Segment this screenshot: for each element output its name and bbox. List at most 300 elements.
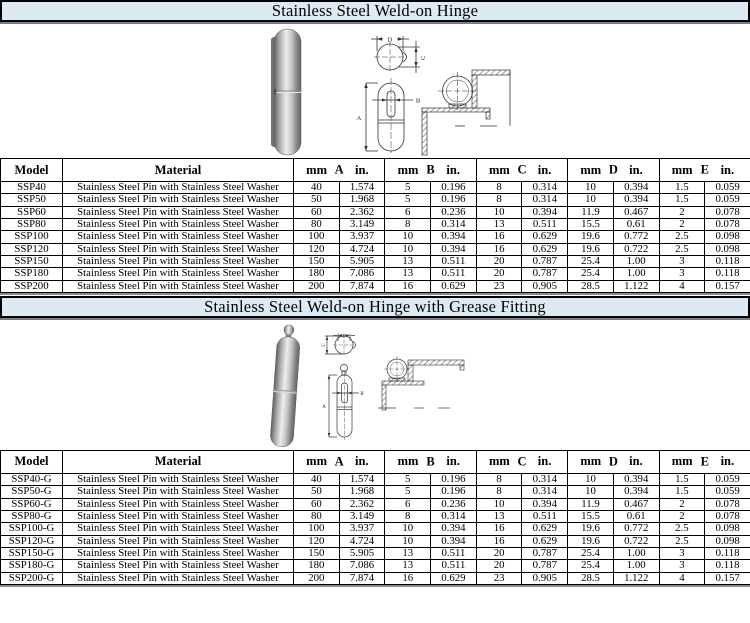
value-cell: 0.059 bbox=[705, 473, 750, 485]
model-cell: SSP60-G bbox=[1, 498, 63, 510]
value-cell: 0.905 bbox=[522, 572, 568, 584]
model-cell: SSP50 bbox=[1, 194, 63, 206]
spec-row bbox=[1, 218, 750, 230]
frame-wall bbox=[382, 385, 386, 410]
value-cell: 16 bbox=[476, 523, 522, 535]
value-cell: 10 bbox=[385, 535, 431, 547]
dim-label-d: D bbox=[387, 36, 393, 44]
value-cell: 0.196 bbox=[431, 182, 477, 194]
value-cell: 0.098 bbox=[705, 231, 750, 243]
section2-title-bar bbox=[0, 296, 750, 318]
value-cell: 0.629 bbox=[522, 523, 568, 535]
value-cell: 2.5 bbox=[659, 535, 705, 547]
value-cell: 8 bbox=[476, 182, 522, 194]
value-cell: 25.4 bbox=[568, 547, 614, 559]
spec-row bbox=[1, 498, 750, 510]
material-cell: Stainless Steel Pin with Stainless Steel Washer bbox=[63, 206, 294, 218]
value-cell: 60 bbox=[294, 498, 340, 510]
model-cell: SSP150-G bbox=[1, 547, 63, 559]
door-panel-top bbox=[408, 360, 464, 365]
value-cell: 13 bbox=[385, 547, 431, 559]
spec-row bbox=[1, 473, 750, 485]
value-cell: 5 bbox=[385, 194, 431, 206]
value-cell: 10 bbox=[385, 523, 431, 535]
value-cell: 0.394 bbox=[522, 498, 568, 510]
value-cell: 0.196 bbox=[431, 194, 477, 206]
value-cell: 16 bbox=[476, 231, 522, 243]
value-cell: 0.059 bbox=[705, 486, 750, 498]
value-cell: 19.6 bbox=[568, 243, 614, 255]
unit-in: in. bbox=[537, 162, 552, 177]
material-cell: Stainless Steel Pin with Stainless Steel Washer bbox=[63, 510, 294, 522]
value-cell: 2 bbox=[659, 498, 705, 510]
value-cell: 16 bbox=[385, 280, 431, 292]
value-cell: 1.5 bbox=[659, 473, 705, 485]
dimension-drawing bbox=[352, 31, 428, 153]
dim-label-d: D bbox=[342, 334, 346, 340]
spec-table-weld-on-hinge-grease bbox=[0, 450, 750, 585]
hinge-washer bbox=[449, 104, 466, 108]
material-cell: Stainless Steel Pin with Stainless Steel Washer bbox=[63, 218, 294, 230]
dim-letter-e: E bbox=[700, 162, 709, 177]
panel-lip bbox=[460, 365, 464, 370]
section1-title: Stainless Steel Weld-on Hinge bbox=[271, 1, 479, 20]
value-cell: 0.394 bbox=[431, 231, 477, 243]
model-cell: SSP40 bbox=[1, 182, 63, 194]
value-cell: 0.61 bbox=[613, 218, 659, 230]
value-cell: 2 bbox=[659, 206, 705, 218]
value-cell: 1.968 bbox=[339, 486, 385, 498]
value-cell: 6 bbox=[385, 206, 431, 218]
value-cell: 13 bbox=[476, 218, 522, 230]
value-cell: 3 bbox=[659, 268, 705, 280]
value-cell: 0.314 bbox=[522, 182, 568, 194]
unit-mm: mm bbox=[397, 162, 419, 177]
table-header-row bbox=[1, 450, 750, 473]
value-cell: 1.00 bbox=[613, 560, 659, 572]
model-cell: SSP200-G bbox=[1, 572, 63, 584]
value-cell: 2.5 bbox=[659, 523, 705, 535]
material-cell: Stainless Steel Pin with Stainless Steel Washer bbox=[63, 280, 294, 292]
value-cell: 16 bbox=[385, 572, 431, 584]
value-cell: 0.236 bbox=[431, 498, 477, 510]
value-cell: 25.4 bbox=[568, 560, 614, 572]
material-cell: Stainless Steel Pin with Stainless Steel Washer bbox=[63, 486, 294, 498]
value-cell: 0.511 bbox=[431, 255, 477, 267]
dim-letter-b: B bbox=[426, 454, 435, 469]
value-cell: 0.196 bbox=[431, 473, 477, 485]
value-cell: 0.314 bbox=[522, 194, 568, 206]
section1-title-bar bbox=[0, 0, 750, 22]
unit-mm: mm bbox=[488, 162, 510, 177]
value-cell: 5.905 bbox=[339, 547, 385, 559]
table-header-row bbox=[1, 159, 750, 182]
material-cell: Stainless Steel Pin with Stainless Steel Washer bbox=[63, 523, 294, 535]
material-cell: Stainless Steel Pin with Stainless Steel Washer bbox=[63, 547, 294, 559]
value-cell: 10 bbox=[568, 194, 614, 206]
spec-table-body bbox=[1, 473, 750, 584]
value-cell: 3.937 bbox=[339, 231, 385, 243]
hinge-photo bbox=[271, 28, 302, 156]
unit-in: in. bbox=[537, 454, 552, 469]
value-cell: 0.787 bbox=[522, 560, 568, 572]
value-cell: 40 bbox=[294, 182, 340, 194]
col-model: Model bbox=[1, 159, 63, 182]
value-cell: 0.629 bbox=[431, 572, 477, 584]
model-cell: SSP120-G bbox=[1, 535, 63, 547]
value-cell: 5 bbox=[385, 473, 431, 485]
value-cell: 120 bbox=[294, 535, 340, 547]
model-cell: SSP60 bbox=[1, 206, 63, 218]
col-dim-c bbox=[476, 450, 567, 473]
unit-mm: mm bbox=[671, 162, 693, 177]
unit-in: in. bbox=[355, 454, 369, 469]
spec-row bbox=[1, 523, 750, 535]
value-cell: 25.4 bbox=[568, 268, 614, 280]
value-cell: 8 bbox=[385, 510, 431, 522]
col-dim-a bbox=[294, 159, 385, 182]
value-cell: 6 bbox=[385, 498, 431, 510]
value-cell: 0.772 bbox=[613, 231, 659, 243]
dim-letter-b: B bbox=[426, 162, 435, 177]
value-cell: 10 bbox=[568, 486, 614, 498]
value-cell: 1.122 bbox=[613, 280, 659, 292]
value-cell: 5 bbox=[385, 182, 431, 194]
model-cell: SSP50-G bbox=[1, 486, 63, 498]
value-cell: 1.00 bbox=[613, 255, 659, 267]
spec-table-weld-on-hinge bbox=[0, 158, 750, 293]
dimension-drawing-grease bbox=[320, 332, 366, 442]
value-cell: 19.6 bbox=[568, 535, 614, 547]
value-cell: 0.157 bbox=[705, 572, 750, 584]
value-cell: 11.9 bbox=[568, 206, 614, 218]
model-cell: SSP100 bbox=[1, 231, 63, 243]
value-cell: 16 bbox=[476, 535, 522, 547]
unit-mm: mm bbox=[580, 162, 602, 177]
value-cell: 1.5 bbox=[659, 182, 705, 194]
value-cell: 19.6 bbox=[568, 523, 614, 535]
col-dim-a bbox=[294, 450, 385, 473]
col-dim-c bbox=[476, 159, 567, 182]
value-cell: 0.629 bbox=[522, 231, 568, 243]
value-cell: 4.724 bbox=[339, 243, 385, 255]
value-cell: 40 bbox=[294, 473, 340, 485]
col-material: Material bbox=[63, 450, 294, 473]
value-cell: 0.059 bbox=[705, 194, 750, 206]
material-cell: Stainless Steel Pin with Stainless Steel Washer bbox=[63, 231, 294, 243]
value-cell: 5.905 bbox=[339, 255, 385, 267]
value-cell: 2 bbox=[659, 218, 705, 230]
spec-row bbox=[1, 206, 750, 218]
value-cell: 0.314 bbox=[522, 486, 568, 498]
unit-in: in. bbox=[629, 162, 643, 177]
value-cell: 1.122 bbox=[613, 572, 659, 584]
model-cell: SSP120 bbox=[1, 243, 63, 255]
col-dim-e bbox=[659, 159, 750, 182]
dim-letter-c: C bbox=[517, 162, 527, 177]
dim-letter-d: D bbox=[608, 162, 618, 177]
dim-letter-a: A bbox=[334, 162, 344, 177]
material-cell: Stainless Steel Pin with Stainless Steel Washer bbox=[63, 182, 294, 194]
unit-mm: mm bbox=[671, 454, 693, 469]
door-panel-return bbox=[408, 365, 413, 381]
value-cell: 7.874 bbox=[339, 280, 385, 292]
spec-row bbox=[1, 280, 750, 292]
value-cell: 0.467 bbox=[613, 498, 659, 510]
value-cell: 2.362 bbox=[339, 206, 385, 218]
value-cell: 180 bbox=[294, 268, 340, 280]
spec-row bbox=[1, 535, 750, 547]
spec-row bbox=[1, 268, 750, 280]
value-cell: 0.629 bbox=[522, 535, 568, 547]
value-cell: 1.5 bbox=[659, 194, 705, 206]
dim-label-c: C bbox=[322, 343, 327, 347]
value-cell: 0.511 bbox=[431, 268, 477, 280]
value-cell: 2.362 bbox=[339, 498, 385, 510]
value-cell: 0.157 bbox=[705, 280, 750, 292]
dim-letter-d: D bbox=[608, 454, 618, 469]
value-cell: 0.61 bbox=[613, 510, 659, 522]
col-model: Model bbox=[1, 450, 63, 473]
value-cell: 20 bbox=[476, 547, 522, 559]
value-cell: 0.511 bbox=[522, 218, 568, 230]
value-cell: 0.118 bbox=[705, 547, 750, 559]
col-dim-d bbox=[568, 159, 659, 182]
value-cell: 1.574 bbox=[339, 473, 385, 485]
value-cell: 0.098 bbox=[705, 523, 750, 535]
value-cell: 28.5 bbox=[568, 280, 614, 292]
value-cell: 15.5 bbox=[568, 218, 614, 230]
model-cell: SSP200 bbox=[1, 280, 63, 292]
material-cell: Stainless Steel Pin with Stainless Steel Washer bbox=[63, 560, 294, 572]
spec-row bbox=[1, 182, 750, 194]
value-cell: 2 bbox=[659, 510, 705, 522]
value-cell: 23 bbox=[476, 572, 522, 584]
value-cell: 3.149 bbox=[339, 218, 385, 230]
value-cell: 3 bbox=[659, 560, 705, 572]
value-cell: 0.078 bbox=[705, 206, 750, 218]
unit-in: in. bbox=[446, 454, 460, 469]
value-cell: 10 bbox=[568, 473, 614, 485]
value-cell: 3 bbox=[659, 255, 705, 267]
value-cell: 120 bbox=[294, 243, 340, 255]
value-cell: 1.5 bbox=[659, 486, 705, 498]
value-cell: 200 bbox=[294, 572, 340, 584]
spec-row bbox=[1, 231, 750, 243]
dim-label-c: C bbox=[420, 55, 427, 61]
value-cell: 0.511 bbox=[522, 510, 568, 522]
value-cell: 0.905 bbox=[522, 280, 568, 292]
dim-letter-c: C bbox=[517, 454, 527, 469]
material-cell: Stainless Steel Pin with Stainless Steel Washer bbox=[63, 194, 294, 206]
spec-row bbox=[1, 510, 750, 522]
spec-row bbox=[1, 572, 750, 584]
unit-mm: mm bbox=[397, 454, 419, 469]
value-cell: 13 bbox=[476, 510, 522, 522]
value-cell: 0.098 bbox=[705, 535, 750, 547]
value-cell: 2.5 bbox=[659, 243, 705, 255]
model-cell: SSP80-G bbox=[1, 510, 63, 522]
value-cell: 0.236 bbox=[431, 206, 477, 218]
model-cell: SSP80 bbox=[1, 218, 63, 230]
spec-row bbox=[1, 547, 750, 559]
value-cell: 200 bbox=[294, 280, 340, 292]
value-cell: 50 bbox=[294, 194, 340, 206]
col-dim-b bbox=[385, 159, 476, 182]
value-cell: 7.874 bbox=[339, 572, 385, 584]
unit-in: in. bbox=[720, 454, 735, 469]
value-cell: 100 bbox=[294, 523, 340, 535]
grease-fitting-outline bbox=[341, 364, 348, 371]
value-cell: 4 bbox=[659, 572, 705, 584]
door-panel-return bbox=[472, 75, 477, 108]
value-cell: 1.00 bbox=[613, 547, 659, 559]
model-cell: SSP180 bbox=[1, 268, 63, 280]
value-cell: 100 bbox=[294, 231, 340, 243]
value-cell: 10 bbox=[385, 243, 431, 255]
value-cell: 16 bbox=[476, 243, 522, 255]
spec-row bbox=[1, 255, 750, 267]
unit-mm: mm bbox=[306, 162, 327, 177]
dim-label-a: A bbox=[322, 404, 326, 410]
value-cell: 19.6 bbox=[568, 231, 614, 243]
material-cell: Stainless Steel Pin with Stainless Steel Washer bbox=[63, 535, 294, 547]
value-cell: 0.196 bbox=[431, 486, 477, 498]
material-cell: Stainless Steel Pin with Stainless Steel Washer bbox=[63, 473, 294, 485]
spec-row bbox=[1, 194, 750, 206]
value-cell: 4.724 bbox=[339, 535, 385, 547]
mounting-diagram bbox=[420, 60, 515, 160]
value-cell: 0.059 bbox=[705, 182, 750, 194]
model-cell: SSP100-G bbox=[1, 523, 63, 535]
section2-title: Stainless Steel Weld-on Hinge with Grease Fitting bbox=[204, 296, 546, 316]
unit-in: in. bbox=[629, 454, 643, 469]
value-cell: 23 bbox=[476, 280, 522, 292]
dim-label-b: B bbox=[415, 97, 421, 105]
material-cell: Stainless Steel Pin with Stainless Steel Washer bbox=[63, 255, 294, 267]
unit-in: in. bbox=[355, 162, 369, 177]
value-cell: 0.722 bbox=[613, 535, 659, 547]
value-cell: 11.9 bbox=[568, 498, 614, 510]
value-cell: 50 bbox=[294, 486, 340, 498]
value-cell: 0.629 bbox=[431, 280, 477, 292]
unit-mm: mm bbox=[488, 454, 510, 469]
value-cell: 20 bbox=[476, 255, 522, 267]
value-cell: 4 bbox=[659, 280, 705, 292]
value-cell: 10 bbox=[476, 206, 522, 218]
unit-in: in. bbox=[720, 162, 735, 177]
value-cell: 0.394 bbox=[613, 473, 659, 485]
value-cell: 13 bbox=[385, 560, 431, 572]
value-cell: 10 bbox=[568, 182, 614, 194]
value-cell: 180 bbox=[294, 560, 340, 572]
value-cell: 0.394 bbox=[613, 194, 659, 206]
model-cell: SSP150 bbox=[1, 255, 63, 267]
value-cell: 0.078 bbox=[705, 498, 750, 510]
material-cell: Stainless Steel Pin with Stainless Steel Washer bbox=[63, 572, 294, 584]
spec-row bbox=[1, 243, 750, 255]
value-cell: 0.787 bbox=[522, 255, 568, 267]
hinge-grease-photo bbox=[266, 323, 310, 449]
value-cell: 0.394 bbox=[431, 523, 477, 535]
frame-wall bbox=[422, 112, 427, 155]
value-cell: 0.511 bbox=[431, 547, 477, 559]
frame-lip bbox=[486, 112, 490, 119]
dim-letter-e: E bbox=[700, 454, 709, 469]
value-cell: 7.086 bbox=[339, 268, 385, 280]
value-cell: 0.394 bbox=[613, 486, 659, 498]
value-cell: 25.4 bbox=[568, 255, 614, 267]
value-cell: 8 bbox=[476, 486, 522, 498]
unit-mm: mm bbox=[580, 454, 602, 469]
col-dim-d bbox=[568, 450, 659, 473]
section1-figures bbox=[0, 24, 750, 158]
value-cell: 13 bbox=[385, 268, 431, 280]
value-cell: 0.314 bbox=[431, 218, 477, 230]
value-cell: 0.787 bbox=[522, 547, 568, 559]
hinge-washer bbox=[389, 378, 405, 381]
unit-mm: mm bbox=[306, 454, 327, 469]
value-cell: 0.467 bbox=[613, 206, 659, 218]
model-cell: SSP180-G bbox=[1, 560, 63, 572]
value-cell: 1.574 bbox=[339, 182, 385, 194]
value-cell: 0.118 bbox=[705, 268, 750, 280]
value-cell: 0.078 bbox=[705, 218, 750, 230]
dim-letter-a: A bbox=[334, 454, 344, 469]
spec-row bbox=[1, 486, 750, 498]
value-cell: 0.629 bbox=[522, 243, 568, 255]
value-cell: 0.772 bbox=[613, 523, 659, 535]
value-cell: 60 bbox=[294, 206, 340, 218]
value-cell: 0.394 bbox=[431, 535, 477, 547]
value-cell: 7.086 bbox=[339, 560, 385, 572]
value-cell: 0.787 bbox=[522, 268, 568, 280]
grease-fitting bbox=[284, 325, 295, 336]
material-cell: Stainless Steel Pin with Stainless Steel Washer bbox=[63, 498, 294, 510]
value-cell: 0.314 bbox=[522, 473, 568, 485]
value-cell: 0.394 bbox=[613, 182, 659, 194]
value-cell: 150 bbox=[294, 255, 340, 267]
value-cell: 80 bbox=[294, 510, 340, 522]
value-cell: 0.098 bbox=[705, 243, 750, 255]
value-cell: 8 bbox=[476, 194, 522, 206]
unit-in: in. bbox=[446, 162, 460, 177]
value-cell: 15.5 bbox=[568, 510, 614, 522]
col-dim-b bbox=[385, 450, 476, 473]
value-cell: 2.5 bbox=[659, 231, 705, 243]
spec-row bbox=[1, 560, 750, 572]
material-cell: Stainless Steel Pin with Stainless Steel Washer bbox=[63, 268, 294, 280]
value-cell: 0.078 bbox=[705, 510, 750, 522]
value-cell: 0.314 bbox=[431, 510, 477, 522]
dim-label-a: A bbox=[356, 115, 362, 122]
value-cell: 80 bbox=[294, 218, 340, 230]
value-cell: 8 bbox=[385, 218, 431, 230]
value-cell: 1.968 bbox=[339, 194, 385, 206]
spec-table-body bbox=[1, 182, 750, 293]
value-cell: 10 bbox=[385, 231, 431, 243]
frame-ledge bbox=[422, 108, 490, 112]
value-cell: 13 bbox=[385, 255, 431, 267]
mounting-diagram-grease bbox=[378, 354, 504, 416]
value-cell: 20 bbox=[476, 268, 522, 280]
value-cell: 8 bbox=[476, 473, 522, 485]
value-cell: 10 bbox=[476, 498, 522, 510]
value-cell: 3.937 bbox=[339, 523, 385, 535]
value-cell: 0.118 bbox=[705, 255, 750, 267]
value-cell: 5 bbox=[385, 486, 431, 498]
value-cell: 20 bbox=[476, 560, 522, 572]
